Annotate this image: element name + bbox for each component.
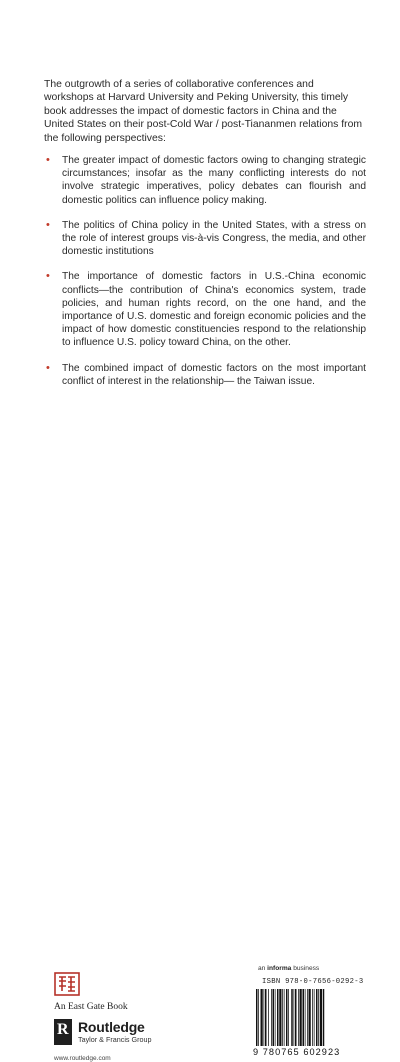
intro-paragraph: The outgrowth of a series of collaborative conferences and workshops at Harvard University and Peking University, this timely book addresses the impact of domestic factors in China and the United States on their post-Cold War / post-Tiananmen relations from the following perspectives: bbox=[44, 79, 363, 144]
bullet-icon: • bbox=[46, 154, 50, 166]
cover-footer bbox=[0, 478, 400, 1062]
list-item bbox=[44, 154, 366, 207]
bullet-icon: • bbox=[46, 361, 50, 374]
publisher-url: www.routledge.com bbox=[54, 1055, 111, 1062]
bullet-text: The politics of China policy in the United States, with a stress on the role of interest groups vis-à-vis Congress, the media, and other domestic institutions bbox=[62, 219, 366, 258]
list-item bbox=[44, 362, 366, 388]
routledge-logo-icon: R bbox=[54, 1019, 72, 1045]
isbn-number: ISBN 978-0-7656-0292-3 bbox=[262, 978, 364, 986]
publisher-name: Routledge bbox=[78, 1019, 145, 1035]
barcode-icon bbox=[254, 989, 348, 1046]
publisher-group: Taylor & Francis Group bbox=[78, 1035, 152, 1044]
bullet-icon: • bbox=[46, 270, 50, 283]
bullet-icon: • bbox=[46, 218, 50, 231]
east-gate-label: An East Gate Book bbox=[54, 1002, 128, 1012]
list-item bbox=[44, 219, 366, 259]
informa-business-label: an informa business bbox=[258, 965, 320, 972]
bullet-text: The importance of domestic factors in U.S.-China economic conflicts—the contribution of China's economics system, trade policies, and human rights record, on the one hand, and the importance of U.S. domestic and foreign economic policies and the impact of how domestic constituencies respond to the relationship to influence U.S. policy toward China, on the other. bbox=[62, 271, 366, 349]
east-gate-seal-icon bbox=[54, 972, 80, 996]
bullet-text: The combined impact of domestic factors on the most important conflict of interest in the relationship— the Taiwan issue. bbox=[62, 362, 366, 387]
barcode-digits: 9 780765 602923 bbox=[253, 1047, 341, 1057]
bullet-text: The greater impact of domestic factors owing to changing strategic circumstances; insofar as the many conflicting interests do not involve strategic imperatives, policy debates can flourish and domestic politics can influence policy making. bbox=[62, 155, 366, 206]
perspectives-list bbox=[44, 154, 366, 400]
list-item bbox=[44, 270, 366, 349]
